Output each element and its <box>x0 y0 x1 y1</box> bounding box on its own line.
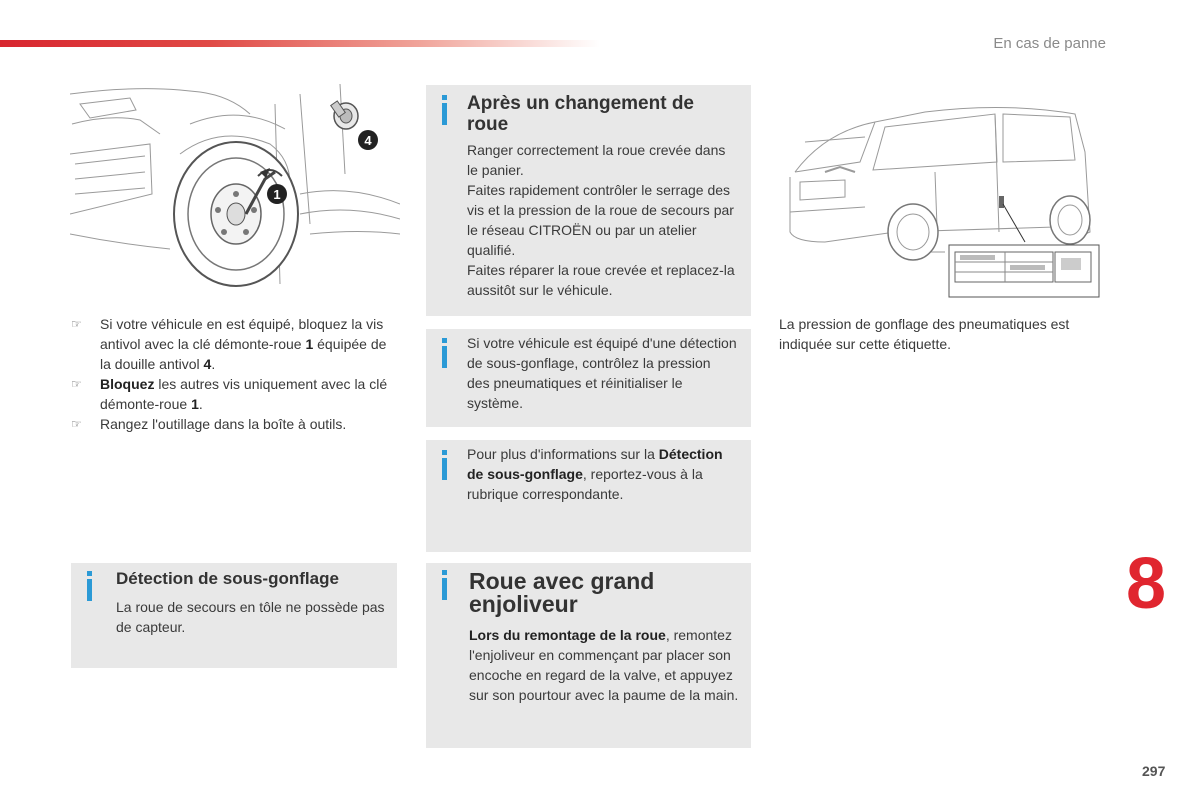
info-box-changement <box>426 85 751 316</box>
list-item: ☞ Si votre véhicule en est équipé, bloquez la vis antivol avec la clé démonte-roue 1 équipée de la douille antivol 4. <box>71 316 387 372</box>
instruction-list <box>71 314 396 434</box>
info-box-detection-equipped <box>426 329 751 427</box>
box-text: Pour plus d'informations sur la Détection de sous-gonflage, reportez-vous à la rubrique correspondante. <box>467 446 723 502</box>
tyre-label-caption: La pression de gonflage des pneumatiques est indiquée sur cette étiquette. <box>779 316 1070 352</box>
spare-wheel-illustration <box>70 84 400 289</box>
info-box-more-info <box>426 440 751 552</box>
box-title: Après un changement de roue <box>467 93 694 135</box>
info-icon <box>442 458 447 480</box>
callout-1: 1 <box>273 187 281 202</box>
page-number: 297 <box>1142 763 1166 779</box>
box-text: Faites réparer la roue crevée et replacez-la aussitôt sur le véhicule. <box>467 262 735 298</box>
box-text: Ranger correctement la roue crevée dans le panier. <box>467 142 726 178</box>
info-icon <box>442 103 447 125</box>
van-tyre-label-illustration <box>785 92 1105 302</box>
box-title: Roue avec grand enjoliveur <box>469 568 655 617</box>
chapter-number: 8 <box>1126 544 1167 624</box>
box-title: Détection de sous-gonflage <box>116 569 339 588</box>
info-box-enjoliveur <box>426 563 751 748</box>
info-box-sous-gonflage <box>71 563 397 668</box>
box-text: La roue de secours en tôle ne possède pas de capteur. <box>116 599 385 635</box>
header-color-bar <box>0 40 600 47</box>
box-text: Lors du remontage de la roue, remontez l'enjoliveur en commençant par placer son encoche en regard de la valve, et appuyez sur son pourtour avec la paume de la main. <box>469 627 739 703</box>
hand-pointer-icon: ☞ <box>71 417 82 431</box>
box-text: Si votre véhicule est équipé d'une détection de sous-gonflage, contrôlez la pression des pneumatiques et réinitialiser le système. <box>467 335 737 411</box>
hand-pointer-icon: ☞ <box>71 377 82 391</box>
info-icon <box>442 578 447 600</box>
list-item: ☞ Bloquez les autres vis uniquement avec la clé démonte-roue 1. <box>71 376 388 412</box>
info-icon <box>442 346 447 368</box>
callout-4: 4 <box>364 133 372 148</box>
box-text: Faites rapidement contrôler le serrage des vis et la pression de la roue de secours par le réseau CITROËN ou par un atelier qualifié. <box>467 182 734 258</box>
list-item: ☞ Rangez l'outillage dans la boîte à outils. <box>71 416 347 432</box>
section-title: En cas de panne <box>993 35 1106 52</box>
hand-pointer-icon: ☞ <box>71 317 82 331</box>
info-icon <box>87 579 92 601</box>
